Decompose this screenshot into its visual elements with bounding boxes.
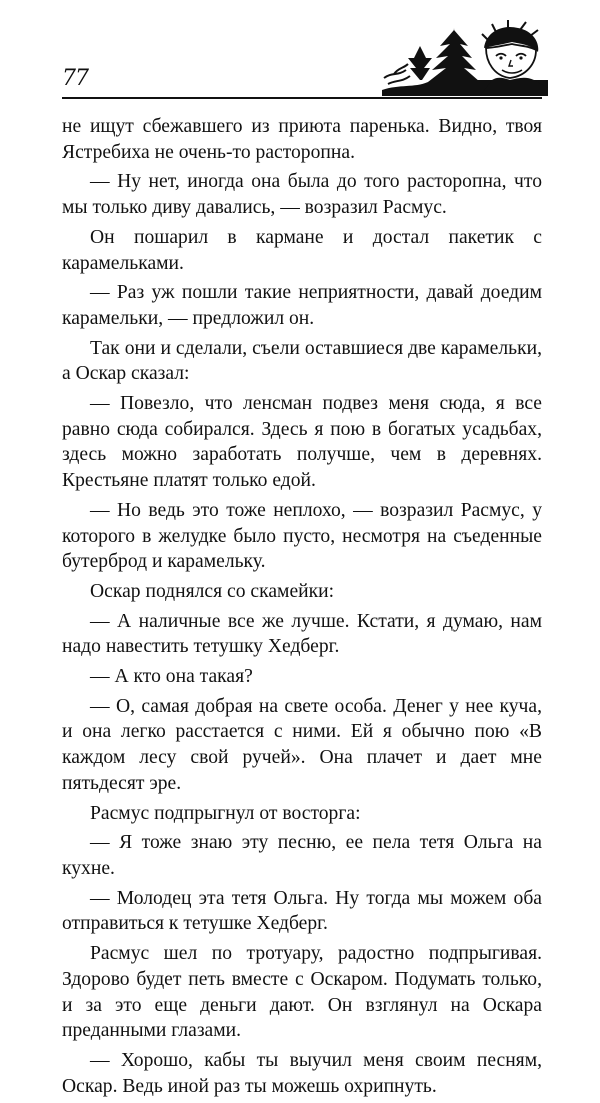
paragraph-2: — Ну нет, иногда она была до того расторопна, что мы только диву давались, — возразил Расмус.	[62, 171, 542, 219]
paragraph-13: — Я тоже знаю эту песню, ее пела тетя Ольга на кухне.	[62, 832, 542, 879]
header-rule	[62, 97, 542, 99]
paragraph-9: — А наличные все же лучше. Кстати, я думаю, нам надо навестить тетушку Хедберг.	[62, 610, 542, 658]
paragraph-10: — А кто она такая?	[90, 666, 253, 688]
paragraph-14: — Молодец эта тетя Ольга. Ну тогда мы можем оба отправиться к тетушке Хедберг.	[62, 887, 542, 935]
paragraph-12: Расмус подпрыгнул от восторга:	[90, 802, 361, 824]
paragraph-6: — Повезло, что ленсман подвез меня сюда, я все равно сюда собирался. Здесь я пою в богатых усадьбах, здесь можно заработать получше, чем в деревнях. Крестьяне платят только едой.	[62, 393, 542, 492]
page-number: 77	[62, 66, 88, 91]
paragraph-15: Расмус шел по тротуару, радостно подпрыгивая. Здорово будет петь вместе с Оскаром. Подумать только, и за это еще деньги дают. Он взглянул на Оскара преданными глазами.	[62, 943, 542, 1042]
paragraph-3: Он пошарил в кармане и достал пакетик с карамельками.	[62, 226, 542, 274]
paragraph-5: Так они и сделали, съели оставшиеся две карамельки, а Оскар сказал:	[62, 337, 542, 385]
paragraph-1: не ищут сбежавшего из приюта паренька. Видно, твоя Ястребиха не очень-то расторопна.	[62, 116, 542, 163]
paragraph-16: — Хорошо, кабы ты выучил меня своим песням, Оскар. Ведь иной раз ты можешь охрипнуть.	[62, 1049, 542, 1097]
page-text	[62, 114, 542, 1103]
paragraph-4: — Раз уж пошли такие неприятности, давай доедим карамельки, — предложил он.	[62, 282, 542, 329]
paragraph-8: Оскар поднялся со скамейки:	[90, 580, 335, 602]
paragraph-11: — О, самая добрая на свете особа. Денег у нее куча, и она легко расстается с ними. Ей я обычно пою «В каждом лесу свой ручей». Она плачет и дает мне пятьдесят эре.	[62, 695, 542, 794]
paragraph-7: — Но ведь это тоже неплохо, — возразил Расмус, у которого в желудке было пусто, несмотря на съеденные бутерброд и карамельку.	[62, 499, 542, 573]
boy-and-pine-trees-illustration-icon	[380, 18, 548, 96]
